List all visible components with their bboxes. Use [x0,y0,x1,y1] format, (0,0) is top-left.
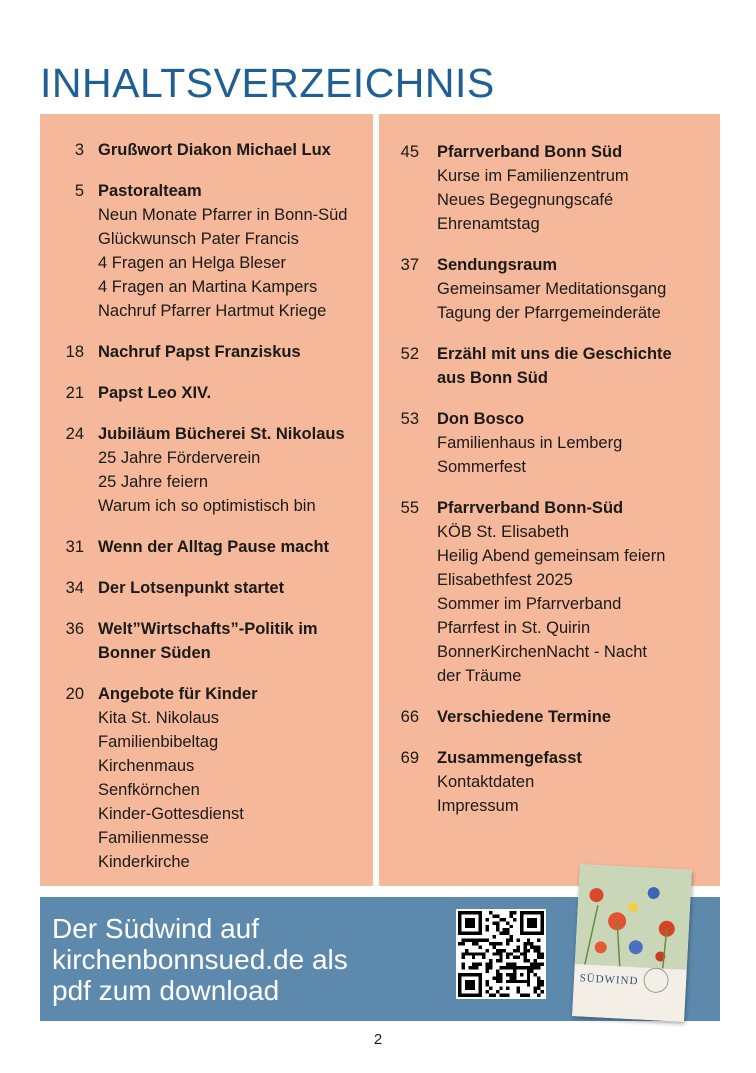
toc-entry[interactable] [379,496,720,688]
toc-entry[interactable] [40,682,373,874]
toc-subitem: KÖB St. Elisabeth [437,523,570,541]
toc-page-number: 52 [400,345,419,363]
download-banner [40,897,720,1021]
toc-heading: Zusammengefasst [437,749,582,767]
toc-subitem: Glückwunsch Pater Francis [98,230,299,248]
toc-entry[interactable] [379,342,720,390]
toc-heading: Angebote für Kinder [98,685,258,703]
page-title: INHALTSVERZEICHNIS [40,60,495,106]
toc-page-number: 66 [400,708,419,726]
toc-subitem: Familienmesse [98,829,209,847]
toc-page-number: 34 [65,579,84,597]
toc-subitem: Ehrenamtstag [437,215,540,233]
toc-subitem: Familienbibeltag [98,733,219,751]
toc-page-number: 36 [65,620,84,638]
toc-page-number: 53 [400,410,419,428]
toc-heading: Sendungsraum [437,256,558,274]
toc-entry[interactable] [40,179,373,323]
toc-left-column [40,114,373,886]
toc-subitem: 4 Fragen an Helga Bleser [98,254,287,272]
toc-page-number: 21 [65,384,84,402]
toc-heading: Der Lotsenpunkt startet [98,579,285,597]
toc-heading: Pastoralteam [98,182,202,200]
banner-line: kirchenbonnsued.de als [52,944,348,975]
toc-subitem: 4 Fragen an Martina Kampers [98,278,318,296]
toc-page-number: 37 [400,256,419,274]
magazine-cover-image [572,864,692,1022]
toc-subitem: 25 Jahre feiern [98,473,209,491]
toc-subitem: 25 Jahre Förderverein [98,449,261,467]
toc-page-number: 31 [65,538,84,556]
toc-subitem: Kinderkirche [98,853,190,871]
toc-entry[interactable] [379,705,720,729]
toc-entry[interactable] [379,746,720,818]
banner-text [52,913,348,1006]
toc-subitem: Heilig Abend gemeinsam feiern [437,547,666,565]
toc-subitem: Neun Monate Pfarrer in Bonn-Süd [98,206,348,224]
toc-subitem: Neues Begegnungscafé [437,191,614,209]
toc-entry[interactable] [40,617,373,665]
toc-subitem: Kontaktdaten [437,773,535,791]
banner-line: pdf zum download [52,975,280,1006]
toc-heading: Erzähl mit uns die Geschichte [437,345,672,363]
toc-heading: Papst Leo XIV. [98,384,212,402]
toc-entry[interactable] [40,138,373,162]
toc-subitem: BonnerKirchenNacht - Nacht [437,643,648,661]
toc-entry[interactable] [40,340,373,364]
toc-subitem: Elisabethfest 2025 [437,571,573,589]
toc-heading: Bonner Süden [98,644,211,662]
qr-code-icon[interactable] [456,909,546,999]
toc-subitem: Impressum [437,797,519,815]
toc-subitem: Sommerfest [437,458,526,476]
toc-subitem: Kurse im Familienzentrum [437,167,629,185]
toc-heading: Welt”Wirtschafts”-Politik im [98,620,318,638]
toc-entry[interactable] [379,407,720,479]
toc-page-number: 3 [74,141,84,159]
banner-line: Der Südwind auf [52,913,260,944]
toc-page-number: 20 [65,685,84,703]
toc-subitem: Kinder-Gottesdienst [98,805,244,823]
toc-page-number: 69 [400,749,419,767]
toc-page-number: 45 [400,143,419,161]
toc-subitem: Warum ich so optimistisch bin [98,497,316,515]
toc-heading: Grußwort Diakon Michael Lux [98,141,331,159]
page-number: 2 [373,1031,383,1048]
toc-entry[interactable] [379,253,720,325]
toc-entry[interactable] [40,535,373,559]
toc-subitem: Kita St. Nikolaus [98,709,220,727]
toc-entry[interactable] [40,381,373,405]
toc-heading: Don Bosco [437,410,525,428]
toc-subitem: Sommer im Pfarrverband [437,595,622,613]
toc-subitem: der Träume [437,667,522,685]
toc-subitem: Pfarrfest in St. Quirin [437,619,591,637]
toc-entry[interactable] [40,576,373,600]
toc-subitem: Kirchenmaus [98,757,195,775]
toc-right-column [379,114,720,886]
toc-subitem: Nachruf Pfarrer Hartmut Kriege [98,302,327,320]
toc-subitem: Gemeinsamer Meditationsgang [437,280,667,298]
toc-entry[interactable] [379,140,720,236]
toc-heading: Wenn der Alltag Pause macht [98,538,330,556]
toc-heading: Verschiedene Termine [437,708,611,726]
toc-heading: Pfarrverband Bonn Süd [437,143,623,161]
toc-heading: Nachruf Papst Franziskus [98,343,301,361]
toc-heading: Jubiläum Bücherei St. Nikolaus [98,425,345,443]
toc-page-number: 24 [65,425,84,443]
toc-page-number: 55 [400,499,419,517]
toc-heading: aus Bonn Süd [437,369,548,387]
toc-subitem: Familienhaus in Lemberg [437,434,623,452]
toc-entry[interactable] [40,422,373,518]
toc-subitem: Tagung der Pfarrgemeinderäte [437,304,661,322]
toc-heading: Pfarrverband Bonn-Süd [437,499,624,517]
toc-page-number: 5 [74,182,84,200]
toc-subitem: Senfkörnchen [98,781,200,799]
toc-page-number: 18 [65,343,84,361]
cover-title: SÜDWIND [579,972,639,988]
